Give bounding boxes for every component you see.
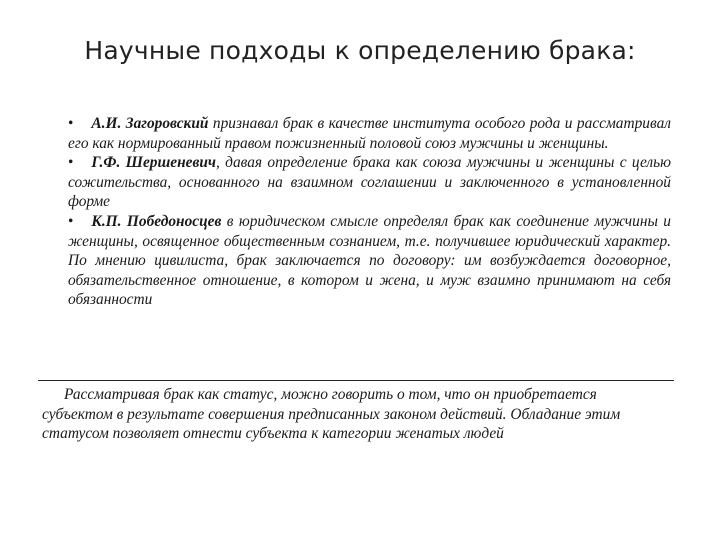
- slide-title: Научные подходы к определению брака:: [84, 36, 636, 65]
- divider-line: [38, 380, 674, 381]
- footnote: [42, 385, 642, 444]
- bullet-icon: •: [68, 212, 74, 230]
- footnote-text: Рассматривая брак как статус, можно говорить о том, что он приобретается субъектом в результате совершения предписанных законом действий. Обладание этим статусом позволяет отнести субъекта к категории женатых людей: [42, 386, 621, 443]
- author-name: К.П. Победоносцев: [91, 212, 222, 230]
- bullet-icon: •: [68, 115, 74, 132]
- list-item: [68, 212, 671, 310]
- list-item: [68, 114, 671, 153]
- list-item: [68, 153, 671, 212]
- approaches-list: [68, 114, 671, 310]
- author-description: признавал брак в качестве института особого рода и рассматривал его как нормированный правом пожизненный половой союз мужчины и женщины.: [68, 115, 671, 152]
- bullet-icon: •: [68, 154, 74, 172]
- author-description: в юридическом смысле определял брак как соединение мужчины и женщины, освященное общественным сознанием, т.е. получившее юридический характер. По мнению цивилиста, брак заключается по договору: им возбуждается договорное, обязательственное отношение, в котором и жена, и муж взаимно принимают на себя обязанности: [68, 212, 671, 309]
- author-name: А.И. Загоровский: [91, 115, 209, 132]
- author-name: Г.Ф. Шершеневич: [91, 154, 217, 172]
- author-description: , давая определение брака как союза мужчины и женщины с целью сожительства, основанного на взаимном соглашении и заключенного в установленной форме: [68, 154, 671, 211]
